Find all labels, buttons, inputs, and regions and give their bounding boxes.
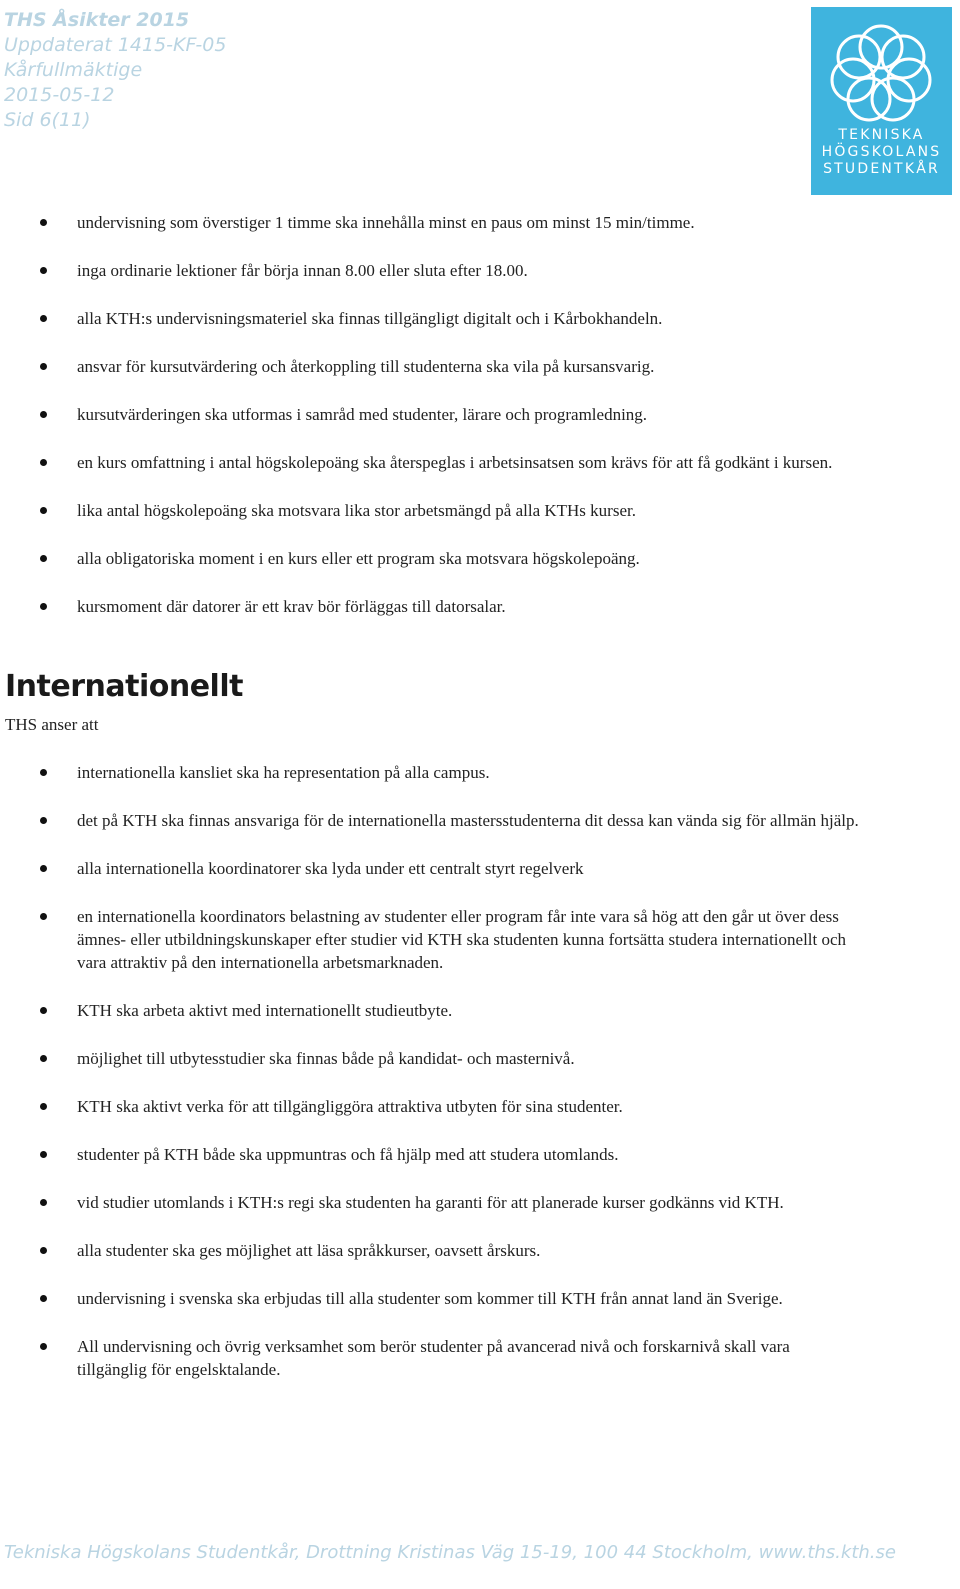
- bullet-icon: [40, 865, 47, 872]
- list-item: [0, 905, 860, 974]
- document-date: 2015-05-12: [4, 84, 115, 106]
- section-heading: Internationellt: [5, 669, 243, 704]
- list-item: [0, 403, 860, 426]
- policy-list-international: [0, 761, 860, 1406]
- document-header: [4, 8, 226, 133]
- logo-line: HÖGSKOLANS: [821, 144, 942, 160]
- document-updated: Uppdaterat 1415-KF-05: [4, 34, 227, 56]
- section-intro: THS anser att: [5, 715, 99, 734]
- bullet-icon: [40, 1247, 47, 1254]
- list-item: [0, 259, 860, 282]
- logo-line: STUDENTKÅR: [823, 161, 940, 177]
- list-item-text: en kurs omfattning i antal högskolepoäng ska återspeglas i arbetsinsatsen som krävs för att få godkänt i kursen.: [77, 453, 833, 472]
- list-item-text: All undervisning och övrig verksamhet som berör studenter på avancerad nivå och forskarnivå skall vara tillgänglig för engelsktalande.: [77, 1337, 790, 1379]
- list-item-text: inga ordinarie lektioner får börja innan 8.00 eller sluta efter 18.00.: [77, 261, 528, 280]
- logo-wordmark: [811, 127, 952, 178]
- list-item: [0, 809, 860, 832]
- page-footer: Tekniska Högskolans Studentkår, Drottning Kristinas Väg 15-19, 100 44 Stockholm, www.ths.kth.se: [4, 1542, 896, 1563]
- list-item: [0, 1143, 860, 1166]
- list-item-text: internationella kansliet ska ha representation på alla campus.: [77, 763, 490, 782]
- bullet-icon: [40, 507, 47, 514]
- bullet-icon: [40, 267, 47, 274]
- list-item: [0, 595, 860, 618]
- bullet-icon: [40, 1151, 47, 1158]
- list-item: [0, 211, 860, 234]
- list-item-text: ansvar för kursutvärdering och återkoppling till studenterna ska vila på kursansvarig.: [77, 357, 655, 376]
- list-item-text: undervisning i svenska ska erbjudas till alla studenter som kommer till KTH från annat land än Sverige.: [77, 1289, 783, 1308]
- bullet-icon: [40, 913, 47, 920]
- bullet-icon: [40, 1007, 47, 1014]
- list-item-text: kursmoment där datorer är ett krav bör förläggas till datorsalar.: [77, 597, 506, 616]
- list-item: [0, 499, 860, 522]
- ths-logo: [811, 7, 952, 195]
- list-item: [0, 1239, 860, 1262]
- document-title: THS Åsikter 2015: [4, 9, 190, 31]
- list-item-text: alla obligatoriska moment i en kurs eller ett program ska motsvara högskolepoäng.: [77, 549, 640, 568]
- list-item-text: möjlighet till utbytesstudier ska finnas både på kandidat- och masternivå.: [77, 1049, 575, 1068]
- bullet-icon: [40, 1199, 47, 1206]
- bullet-icon: [40, 769, 47, 776]
- bullet-icon: [40, 459, 47, 466]
- bullet-icon: [40, 555, 47, 562]
- bullet-icon: [40, 315, 47, 322]
- list-item: [0, 1047, 860, 1070]
- list-item-text: alla studenter ska ges möjlighet att läsa språkkurser, oavsett årskurs.: [77, 1241, 541, 1260]
- list-item: [0, 355, 860, 378]
- list-item: [0, 451, 860, 474]
- logo-line: TEKNISKA: [838, 127, 925, 143]
- bullet-icon: [40, 1295, 47, 1302]
- list-item-text: undervisning som överstiger 1 timme ska innehålla minst en paus om minst 15 min/timme.: [77, 213, 695, 232]
- list-item: [0, 1287, 860, 1310]
- bullet-icon: [40, 363, 47, 370]
- list-item-text: en internationella koordinators belastning av studenter eller program får inte vara så hög att den går ut över dess ämnes- eller utbildningskunskaper efter studier vid KTH ska studenten kunna fortsätta studera internationellt och vara attraktiv på den internationella arbetsmarknaden.: [77, 907, 847, 972]
- bullet-icon: [40, 411, 47, 418]
- list-item-text: kursutvärderingen ska utformas i samråd med studenter, lärare och programledning.: [77, 405, 648, 424]
- list-item: [0, 1095, 860, 1118]
- list-item: [0, 999, 860, 1022]
- list-item-text: studenter på KTH både ska uppmuntras och få hjälp med att studera utomlands.: [77, 1145, 619, 1164]
- list-item: [0, 1335, 860, 1381]
- bullet-icon: [40, 817, 47, 824]
- list-item-text: alla KTH:s undervisningsmateriel ska finnas tillgängligt digitalt och i Kårbokhandeln.: [77, 309, 663, 328]
- bullet-icon: [40, 603, 47, 610]
- bullet-icon: [40, 1343, 47, 1350]
- ths-rings-logo-icon: [811, 7, 952, 127]
- list-item-text: vid studier utomlands i KTH:s regi ska studenten ha garanti för att planerade kurser godkänns vid KTH.: [77, 1193, 784, 1212]
- list-item-text: alla internationella koordinatorer ska lyda under ett centralt styrt regelverk: [77, 859, 584, 878]
- document-body: Kårfullmäktige: [4, 59, 143, 81]
- list-item-text: KTH ska arbeta aktivt med internationellt studieutbyte.: [77, 1001, 453, 1020]
- list-item-text: KTH ska aktivt verka för att tillgängliggöra attraktiva utbyten för sina studenter.: [77, 1097, 623, 1116]
- list-item-text: det på KTH ska finnas ansvariga för de internationella mastersstudenterna dit dessa kan vända sig för allmän hjälp.: [77, 811, 859, 830]
- list-item-text: lika antal högskolepoäng ska motsvara lika stor arbetsmängd på alla KTHs kurser.: [77, 501, 636, 520]
- list-item: [0, 547, 860, 570]
- list-item: [0, 307, 860, 330]
- list-item: [0, 857, 860, 880]
- bullet-icon: [40, 219, 47, 226]
- list-item: [0, 1191, 860, 1214]
- page-number: Sid 6(11): [4, 109, 91, 131]
- list-item: [0, 761, 860, 784]
- policy-list-education: [0, 211, 860, 643]
- bullet-icon: [40, 1055, 47, 1062]
- bullet-icon: [40, 1103, 47, 1110]
